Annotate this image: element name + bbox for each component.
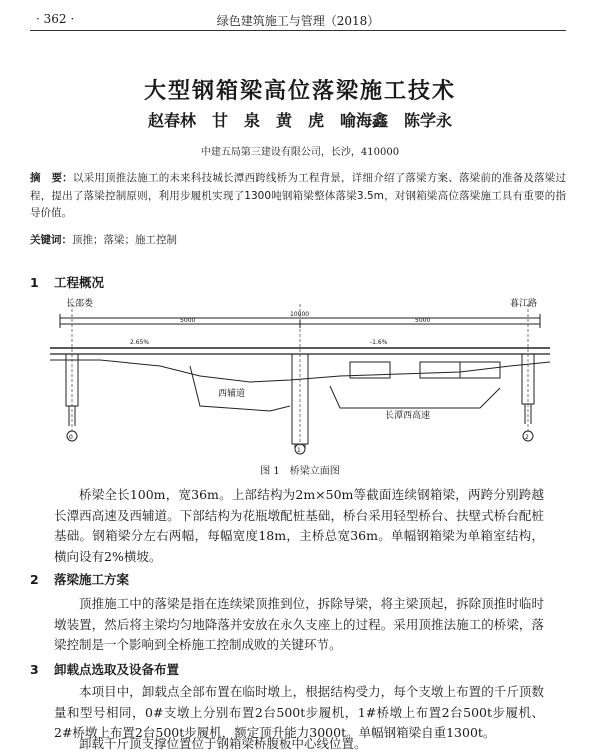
figure-caption: 图 1 桥梁立面图 bbox=[260, 466, 340, 477]
keywords bbox=[30, 232, 177, 247]
section-title: 落梁施工方案 bbox=[54, 572, 130, 587]
fig-pier-1: 1 bbox=[297, 447, 301, 454]
paragraph-scheme: 顶推施工中的落梁是指在连续梁顶推到位，拆除导梁，将主梁顶起，拆除顶推时临时墩装置，然后将主梁均匀地降落并安放在永久支座上的过程。采用顶推法施工的桥梁，落梁控制是一个影响到全桥施工控制成败的关键环节。 bbox=[54, 596, 544, 652]
page-number: · 362 · bbox=[36, 12, 75, 26]
fig-grade-left: 2.65% bbox=[130, 339, 150, 346]
fig-span-right: 5000 bbox=[415, 317, 431, 324]
fig-road-left: 西辅道 bbox=[218, 389, 246, 399]
paragraph-jack-position: 卸载千斤顶支撑位置位于钢箱梁桥腹板中心线位置。 bbox=[79, 736, 367, 751]
keywords-label: 关键词： bbox=[30, 234, 72, 246]
section-number: 1 bbox=[30, 275, 39, 290]
paper-title: 大型钢箱梁高位落梁施工技术 bbox=[143, 78, 456, 104]
keywords-text: 顶推；落梁；施工控制 bbox=[72, 234, 177, 246]
affiliation: 中建五局第三建设有限公司，长沙，410000 bbox=[200, 147, 400, 158]
abstract bbox=[30, 170, 566, 223]
author-list: 赵春林 甘 泉 黄 虎 喻海鑫 陈学永 bbox=[147, 111, 452, 130]
section-title: 卸载点选取及设备布置 bbox=[54, 662, 180, 677]
abstract-label: 摘 要： bbox=[30, 172, 73, 184]
section-number: 2 bbox=[30, 572, 39, 587]
journal-name: 绿色建筑施工与管理（2018） bbox=[216, 14, 380, 28]
bridge-elevation-figure bbox=[40, 296, 560, 456]
section-heading-3 bbox=[30, 660, 179, 678]
paragraph-unloading: 本项目中，卸载点全部布置在临时墩上，根据结构受力，每个支墩上布置的千斤顶数量和型号相同，0#支墩上分别布置2台500t步履机，1#桥墩上布置2台500t步履机、2#桥墩上布置2台500t步履机，额定顶升能力3000t。单幅钢箱梁自重1300t。 bbox=[54, 684, 544, 740]
abstract-text: 以采用顶推法施工的未来科技城长潭西跨线桥为工程背景，详细介绍了落梁方案、落梁前的准备及落梁过程，提出了落梁控制原则，利用步履机实现了1300吨钢箱梁整体落梁3.5m，对钢箱梁高位落梁施工具有重要的指导价值。 bbox=[30, 172, 567, 219]
section-heading-2 bbox=[30, 570, 129, 588]
section-number: 3 bbox=[30, 662, 39, 677]
fig-pier-0: 0 bbox=[69, 434, 73, 441]
fig-label-left-city: 长邵娄 bbox=[66, 299, 94, 309]
fig-span-total: 10000 bbox=[290, 311, 310, 318]
fig-label-right-city: 暮江路 bbox=[510, 299, 538, 309]
fig-pier-2: 2 bbox=[525, 434, 529, 441]
fig-road-right: 长潭西高速 bbox=[385, 411, 431, 421]
fig-span-left: 5000 bbox=[180, 317, 196, 324]
section-heading-1 bbox=[30, 273, 104, 291]
running-header bbox=[30, 8, 566, 31]
paragraph-overview: 桥梁全长100m，宽36m。上部结构为2m×50m等截面连续钢箱梁，两跨分别跨越长潭西高速及西辅道。下部结构为花瓶墩配桩基础，桥台采用轻型桥台、扶壁式桥台配桩基础。钢箱梁分左右两幅，每幅宽度18m，主桥总宽36m。单幅钢箱梁为单箱室结构，横向设有2%横坡。 bbox=[54, 487, 544, 564]
fig-grade-right: -1.6% bbox=[370, 339, 388, 346]
section-title: 工程概况 bbox=[54, 275, 105, 290]
